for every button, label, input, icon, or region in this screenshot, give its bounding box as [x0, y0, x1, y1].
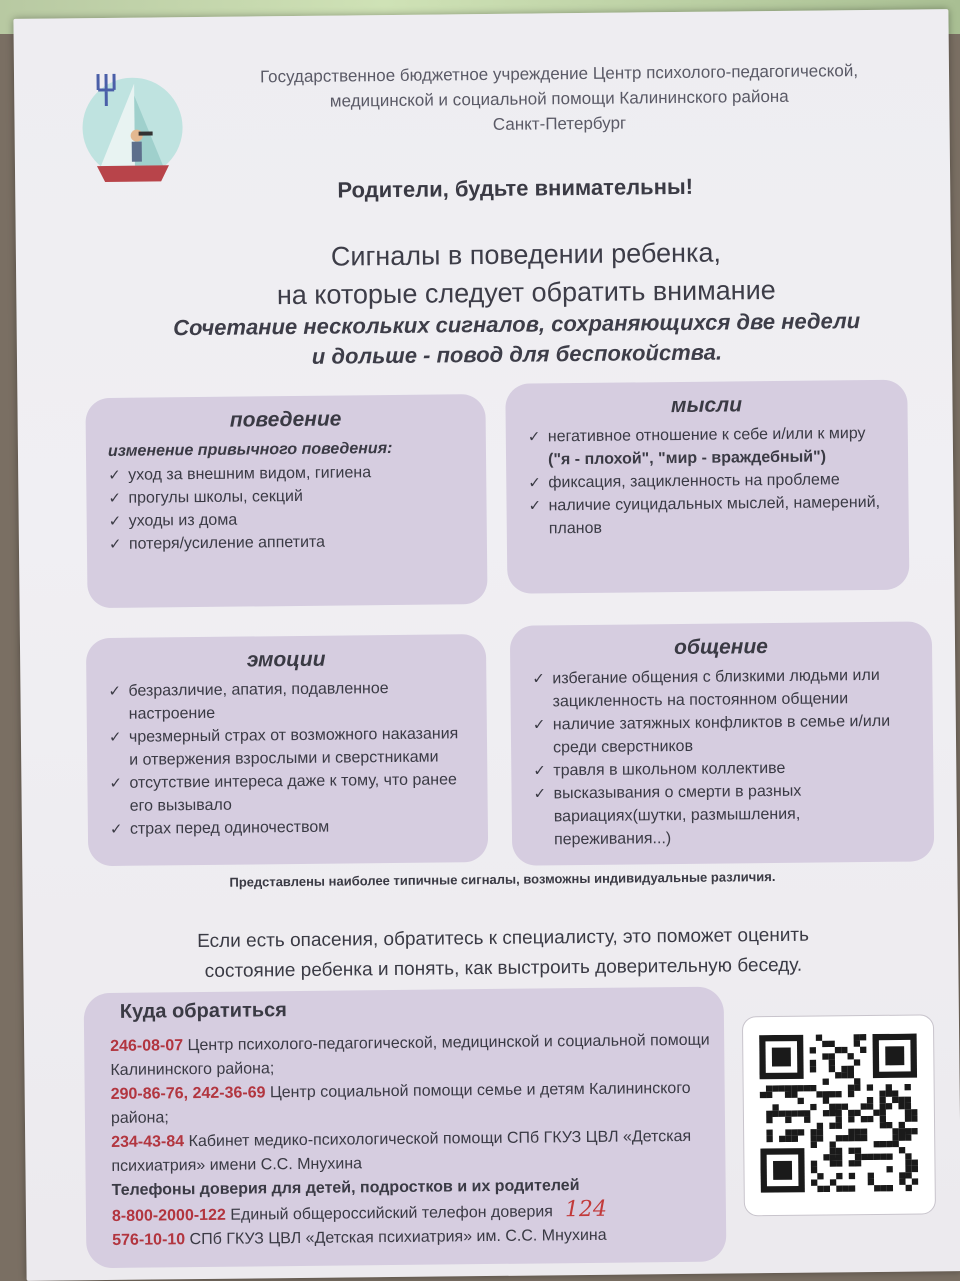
title-line: на которые следует обратить внимание	[276, 274, 776, 311]
contact-list	[110, 1029, 712, 1253]
check-icon: ✓	[532, 716, 546, 734]
hotline-title: Телефоны доверия для детей, подростков и их родителей	[111, 1177, 580, 1199]
list-item	[108, 676, 468, 726]
item-text: травля в школьном коллективе	[553, 759, 786, 780]
flyer-sheet	[13, 9, 960, 1281]
title-line: Сигналы в поведении ребенка,	[330, 237, 722, 272]
list-item	[532, 664, 914, 714]
emotions-card	[86, 634, 488, 866]
phone-number[interactable]: 576-10-10	[112, 1231, 186, 1249]
check-icon: ✓	[109, 820, 123, 838]
list-item	[533, 710, 915, 760]
advice-text	[133, 920, 874, 988]
advice-line: состояние ребенка и понять, как выстроить доверительную беседу.	[204, 954, 803, 982]
thoughts-card	[505, 380, 909, 594]
list-item	[533, 779, 916, 852]
item-text: фиксация, зацикленность на проблеме	[548, 471, 840, 492]
behavior-list	[86, 460, 487, 556]
item-text: избегание общения с близкими людьми или зацикленность на постоянном общении	[552, 666, 880, 711]
list-item	[528, 422, 890, 472]
center-logo	[76, 65, 187, 196]
card-title: мысли	[670, 393, 743, 418]
check-icon: ✓	[527, 428, 541, 446]
behavior-card	[85, 394, 487, 608]
contact-description: Центр социальной помощи семье и детям Калининского района;	[110, 1079, 691, 1127]
list-item	[110, 814, 470, 841]
footnote: Представлены наиболее типичные сигналы, возможны индивидуальные различия.	[229, 868, 776, 890]
item-text: отсутствие интереса даже к тому, что ранее его вызывало	[129, 771, 457, 815]
subtitle	[127, 306, 908, 374]
check-icon: ✓	[108, 512, 122, 530]
check-icon: ✓	[108, 535, 122, 553]
item-quote: ("я - плохой", "мир - враждебный")	[547, 448, 827, 469]
page-title	[166, 232, 887, 316]
card-title: поведение	[229, 407, 342, 432]
card-title: эмоции	[246, 647, 326, 672]
check-icon: ✓	[109, 774, 123, 792]
qr-code[interactable]	[742, 1014, 936, 1216]
attention-title: Родители, будьте внимательны!	[337, 173, 694, 203]
check-icon: ✓	[528, 497, 542, 515]
item-text: негативное отношение к себе и/или к миру	[547, 425, 866, 446]
check-icon: ✓	[528, 474, 541, 492]
phone-number[interactable]: 234-43-84	[111, 1133, 185, 1151]
item-text: чрезмерный страх от возможного наказания и отвержения взрослыми и сверстниками	[128, 725, 459, 769]
item-text: уход за внешним видом, гигиена	[128, 464, 372, 484]
subtitle-line: Сочетание нескольких сигналов, сохраняющихся две недели	[173, 308, 861, 341]
contact-description: Кабинет медико-психологической помощи СПб ГКУЗ ЦВЛ «Детская психиатрия» имени С.С. Мнухина	[111, 1127, 692, 1175]
organization-name	[214, 58, 905, 140]
list-item	[109, 722, 469, 772]
phone-number[interactable]: 8-800-2000-122	[111, 1206, 226, 1225]
phone-number[interactable]: 246-08-07	[110, 1037, 184, 1055]
list-item	[109, 529, 469, 556]
handwritten-note: 124	[564, 1196, 608, 1223]
item-text: высказывания о смерти в разных вариациях(шутки, размышления, переживания...)	[553, 782, 802, 849]
check-icon: ✓	[108, 489, 122, 507]
phone-number[interactable]: 290-86-76, 242-36-69	[110, 1084, 266, 1103]
thoughts-list	[506, 422, 909, 541]
item-text: безразличие, апатия, подавленное настроение	[128, 680, 389, 723]
contact-description: Единый общероссийский телефон доверия	[225, 1203, 553, 1224]
contact-entry	[112, 1223, 712, 1253]
org-city: Санкт-Петербург	[492, 113, 627, 134]
org-line: Государственное бюджетное учреждение Центр психолого-педагогической,	[259, 61, 859, 87]
list-item	[528, 491, 890, 541]
item-text: прогулы школы, секций	[128, 487, 303, 507]
check-icon: ✓	[108, 466, 121, 484]
check-icon: ✓	[108, 728, 122, 746]
contact-description: СПб ГКУЗ ЦВЛ «Детская психиатрия» им. С.С. Мнухина	[185, 1226, 607, 1249]
communication-list	[510, 663, 934, 851]
contact-entry	[110, 1029, 710, 1083]
check-icon: ✓	[533, 762, 546, 780]
org-line: медицинской и социальной помощи Калининского района	[329, 86, 789, 111]
advice-line: Если есть опасения, обратитесь к специалисту, это поможет оценить	[197, 924, 810, 953]
check-icon: ✓	[108, 682, 122, 700]
list-item	[109, 768, 469, 818]
subtitle-line: и дольше - повод для беспокойства.	[311, 339, 723, 369]
contact-description: Центр психолого-педагогической, медицинской и социальной помощи Калининского района;	[110, 1031, 710, 1079]
item-text: наличие суицидальных мыслей, намерений, планов	[548, 493, 881, 538]
contact-entry	[111, 1125, 711, 1179]
card-lead: изменение привычного поведения:	[107, 439, 393, 460]
item-text: потеря/усиление аппетита	[128, 533, 326, 553]
item-text: уходы из дома	[128, 511, 238, 530]
item-text: страх перед одиночеством	[129, 818, 330, 838]
check-icon: ✓	[533, 785, 547, 803]
communication-card	[510, 621, 934, 865]
emotions-list	[86, 676, 488, 841]
check-icon: ✓	[532, 670, 546, 688]
contacts-card	[84, 987, 727, 1269]
item-text: наличие затяжных конфликтов в семье и/или среди сверстников	[552, 712, 891, 757]
qr-code-icon	[759, 1034, 919, 1196]
contacts-title: Куда обратиться	[119, 999, 288, 1023]
contact-entry	[111, 1077, 711, 1131]
card-title: общение	[673, 635, 769, 660]
